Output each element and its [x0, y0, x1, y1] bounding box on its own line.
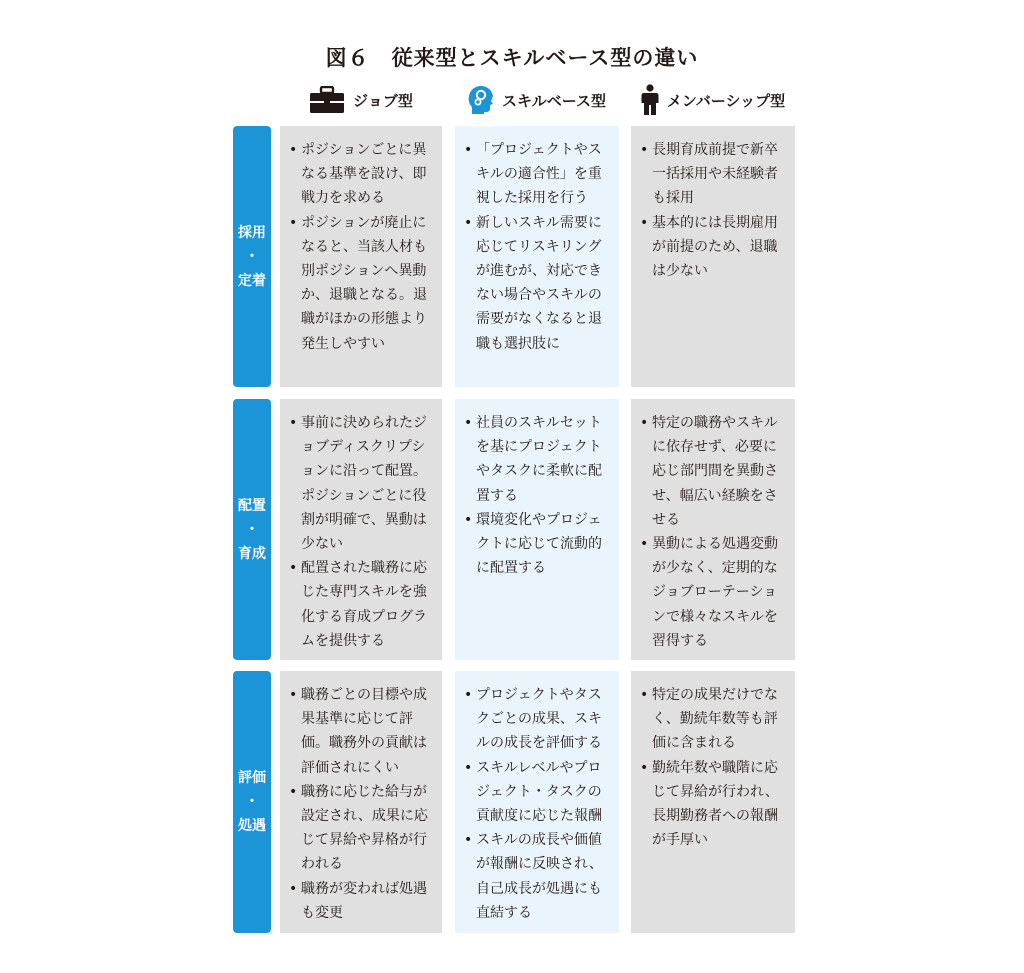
list-item: • 職務ごとの目標や成果基準に応じて評価。職務外の貢献は評価されにくい: [288, 683, 436, 780]
list-item: • 社員のスキルセットを基にプロジェクトやタスクに柔軟に配置する: [463, 411, 613, 508]
row-label-evaluation: 評価 ・ 処遇: [233, 671, 271, 933]
row-label-recruitment: 採用 ・ 定着: [233, 126, 271, 387]
list-item: • 職務が変われば処遇も変更: [288, 877, 436, 925]
list-item: • 異動による処遇変動が少なく、定期的なジョブローテーションで様々なスキルを習得する: [639, 532, 789, 653]
cell-placement-membership: [631, 399, 795, 660]
head-gear-icon: [468, 85, 494, 115]
cell-recruitment-skill: [455, 126, 619, 387]
list-item: • 配置された職務に応じた専門スキルを強化する育成プログラムを提供する: [288, 556, 436, 653]
column-label: スキルベース型: [501, 91, 607, 110]
cell-recruitment-job: [280, 126, 442, 387]
column-header-skill: [455, 84, 619, 116]
cell-placement-skill: [455, 399, 619, 660]
list-item: • ポジションごとに異なる基準を設け、即戦力を求める: [288, 138, 436, 211]
briefcase-icon: [309, 86, 345, 114]
list-item: • 特定の成果だけでなく、勤続年数等も評価に含まれる: [639, 683, 789, 756]
list-item: • 勤続年数や職階に応じて昇給が行われ、長期勤務者への報酬が手厚い: [639, 756, 789, 853]
list-item: • 「プロジェクトやスキルの適合性」を重視した採用を行う: [463, 138, 613, 211]
column-label: メンバーシップ型: [666, 91, 786, 110]
cell-evaluation-job: [280, 671, 442, 933]
cell-placement-job: [280, 399, 442, 660]
list-item: • プロジェクトやタスクごとの成果、スキルの成長を評価する: [463, 683, 613, 756]
list-item: • 職務に応じた給与が設定され、成果に応じて昇給や昇格が行われる: [288, 780, 436, 877]
cell-recruitment-membership: [631, 126, 795, 387]
list-item: • 新しいスキル需要に応じてリスキリングが進むが、対応できない場合やスキルの需要がなくなると退職も選択肢に: [463, 211, 613, 356]
person-icon: [641, 84, 659, 116]
column-label: ジョブ型: [353, 91, 413, 110]
list-item: • 環境変化やプロジェクトに応じて流動的に配置する: [463, 508, 613, 581]
cell-evaluation-skill: [455, 671, 619, 933]
list-item: • 事前に決められたジョブディスクリプションに沿って配置。ポジションごとに役割が明確で、異動は少ない: [288, 411, 436, 556]
list-item: • スキルの成長や価値が報酬に反映され、自己成長が処遇にも直結する: [463, 828, 613, 925]
list-item: • ポジションが廃止になると、当該人材も別ポジションへ異動か、退職となる。退職がほかの形態より発生しやすい: [288, 211, 436, 356]
row-label-placement: 配置 ・ 育成: [233, 399, 271, 660]
list-item: • 特定の職務やスキルに依存せず、必要に応じ部門間を異動させ、幅広い経験をさせる: [639, 411, 789, 532]
column-header-job: [280, 84, 442, 116]
list-item: • 基本的には長期雇用が前提のため、退職は少ない: [639, 211, 789, 284]
column-header-membership: [631, 84, 795, 116]
figure-title: 図６ 従来型とスキルベース型の違い: [325, 46, 699, 70]
cell-evaluation-membership: [631, 671, 795, 933]
list-item: • スキルレベルやプロジェクト・タスクの貢献度に応じた報酬: [463, 756, 613, 829]
list-item: • 長期育成前提で新卒一括採用や未経験者も採用: [639, 138, 789, 211]
